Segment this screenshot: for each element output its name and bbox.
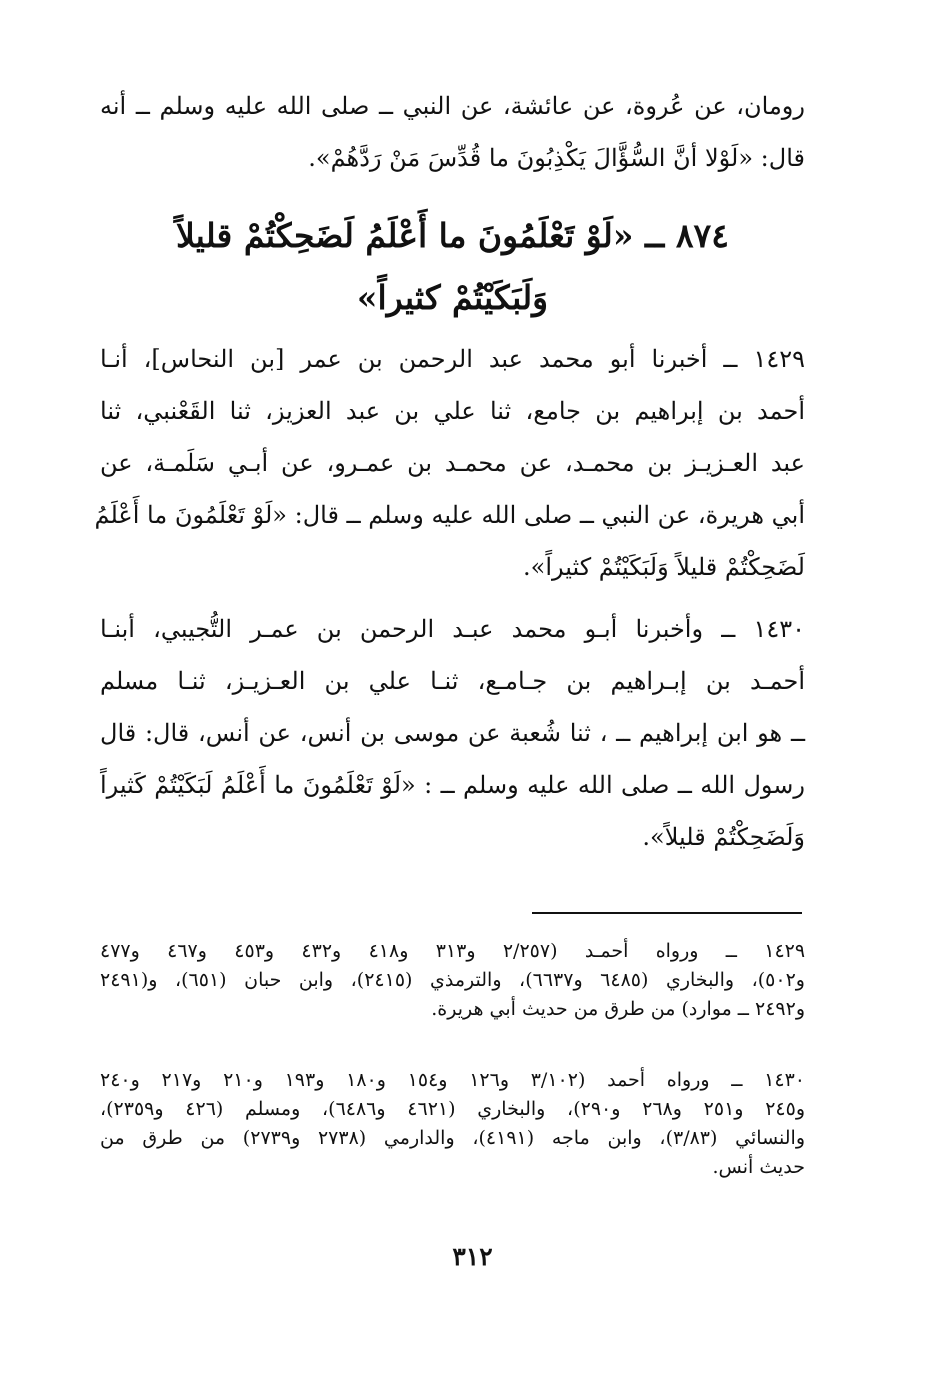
- footnote-separator: [532, 912, 802, 914]
- footnote-1430-line-3: والنسائي (٣/٨٣)، وابن ماجه (٤١٩١)، والدارمي (٢٧٣٨ و٢٧٣٩) من طرق من: [100, 1127, 805, 1149]
- hadith-1429-line-4: أبي هريرة، عن النبي ــ صلى الله عليه وسلم ــ قال: «لَوْ تَعْلَمُونَ ما أَعْلَمُ: [94, 501, 805, 529]
- hadith-1429-paragraph: [94, 333, 805, 593]
- hadith-1430-line-1: ١٤٣٠ ــ وأخبرنا أبـو محمد عبـد الرحمن بن عمـر التُّجيبي، أبنـا: [100, 615, 805, 643]
- page-number: ٣١٢: [452, 1242, 493, 1271]
- hadith-1429-line-2: أحمد بن إبراهيم بن جامع، ثنا علي بن عبد العزيز، ثنا القَعْنبي، ثنا: [100, 397, 805, 425]
- footnote-1430: [100, 1066, 805, 1182]
- footnote-1429-line-1: ١٤٢٩ ــ ورواه أحمـد (٢/٢٥٧ و٣١٣ و٤١٨ و٤٣٢ و٤٥٣ و٤٦٧ و٤٧٧: [100, 940, 806, 962]
- intro-line-2: قال: «لَوْلا أنَّ السُّؤَّالَ يَكْذِبُونَ ما قُدِّسَ مَنْ رَدَّهُمْ».: [308, 144, 805, 172]
- footnote-1430-line-1: ١٤٣٠ ــ ورواه أحمد (٣/١٠٢ و١٢٦ و١٥٤ و١٨٠ و١٩٣ و٢١٠ و٢١٧ و٢٤٠: [100, 1069, 805, 1091]
- hadith-1430-paragraph: [100, 603, 805, 863]
- footnote-1430-line-4: حديث أنس.: [712, 1156, 805, 1178]
- hadith-1430-line-3: ــ هو ابن إبراهيم ــ ، ثنا شُعبة عن موسى بن أنس، عن أنس، قال: قال: [100, 719, 805, 747]
- heading-line-2: وَلَبَكَيْتُمْ كثيراً»: [356, 278, 549, 317]
- hadith-1430-line-2: أحمـد بن إبـراهيم بن جـامـع، ثنـا علي بن العـزيـز، ثنـا مسلم: [100, 667, 806, 695]
- chapter-heading: [150, 205, 755, 329]
- footnote-1429-line-2: و٥٠٢)، والبخاري (٦٤٨٥ و٦٦٣٧)، والترمذي (٢٤١٥)، وابن حبان (٦٥١)، و(٢٤٩١: [100, 969, 805, 991]
- intro-line-1: رومان، عن عُروة، عن عائشة، عن النبي ــ صلى الله عليه وسلم ــ أنه: [100, 92, 805, 120]
- hadith-1430-line-4: رسول الله ــ صلى الله عليه وسلم ــ : «لَوْ تَعْلَمُونَ ما أَعْلَمُ لَبَكَيْتُمْ كَثيراً: [100, 771, 805, 799]
- intro-paragraph: [100, 80, 805, 184]
- heading-line-1: ٨٧٤ ــ «لَوْ تَعْلَمُونَ ما أَعْلَمُ لَضَحِكْتُمْ قليلاً: [175, 216, 729, 255]
- hadith-1429-line-3: عبد العـزيـز بن محمـد، عن محمـد بن عمـرو، عن أبـي سَلَمـة، عن: [100, 449, 805, 477]
- hadith-1429-line-1: ١٤٢٩ ــ أخبرنا أبو محمد عبد الرحمن بن عمر [بن النحاس]، أنـا: [100, 345, 805, 373]
- footnote-1429-line-3: و٢٤٩٢ ــ موارد) من طرق من حديث أبي هريرة.: [431, 998, 805, 1020]
- footnote-1429: [100, 937, 805, 1024]
- hadith-1429-line-5: لَضَحِكْتُمْ قليلاً وَلَبَكَيْتُمْ كثيراً».: [523, 553, 805, 581]
- footnote-1430-line-2: و٢٤٥ و٢٥١ و٢٦٨ و٢٩٠)، والبخاري (٤٦٢١ و٦٤٨٦)، ومسلم (٤٢٦ و٢٣٥٩)،: [100, 1098, 806, 1120]
- hadith-1430-line-5: وَلَضَحِكْتُمْ قليلاً».: [642, 823, 805, 851]
